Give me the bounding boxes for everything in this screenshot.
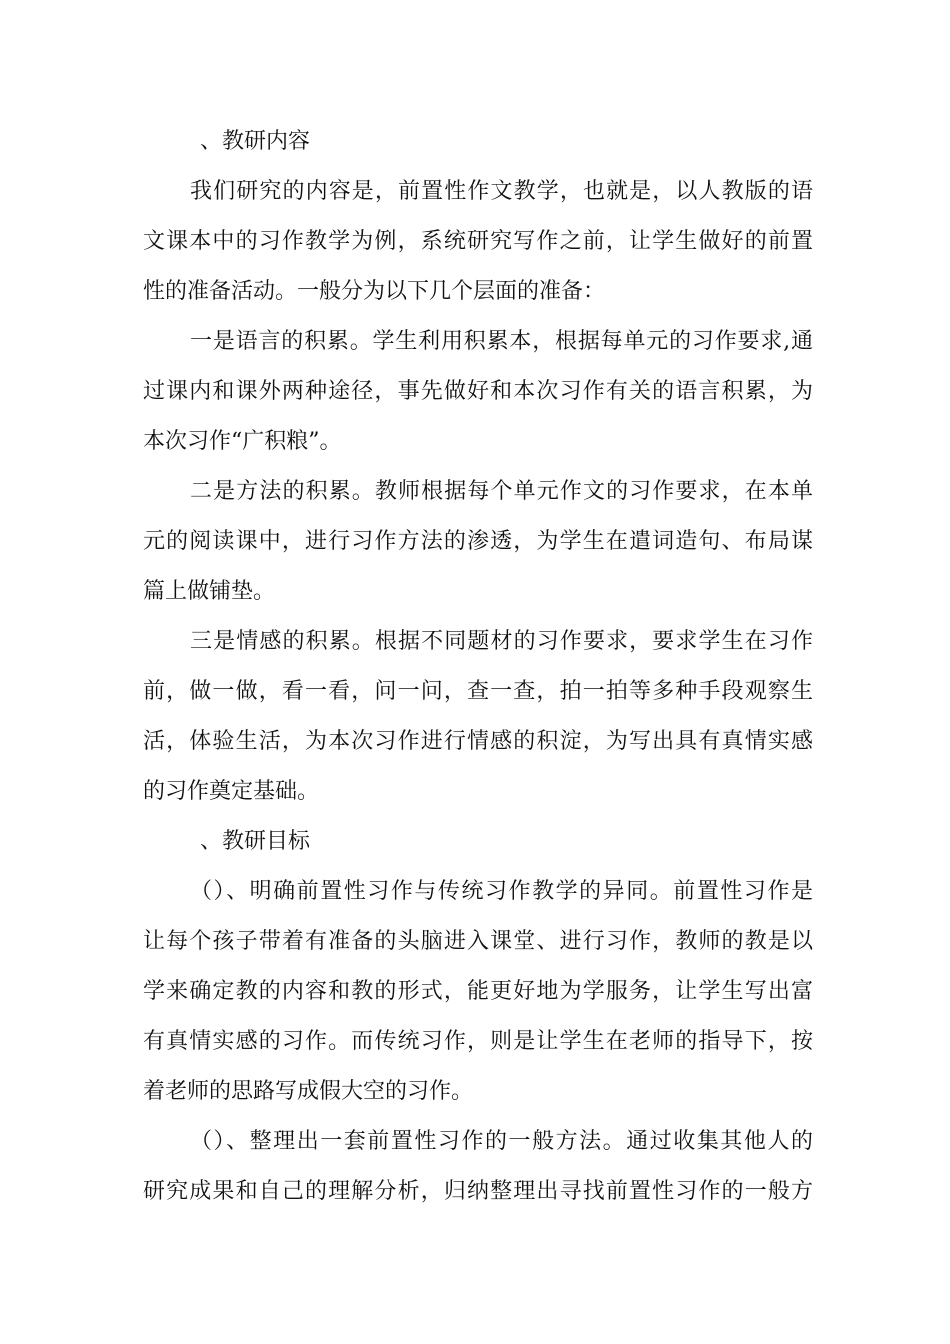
paragraph-line: （）、明确前置性习作与传统习作教学的异同。前置性习作是 bbox=[190, 879, 813, 904]
paragraph-line: 过课内和课外两种途径，事先做好和本次习作有关的语言积累，为 bbox=[143, 379, 813, 404]
paragraph-line: 元的阅读课中，进行习作方法的渗透，为学生在遣词造句、布局谋 bbox=[143, 529, 813, 554]
paragraph-line: 的习作奠定基础。 bbox=[143, 779, 320, 804]
paragraph-line: 三是情感的积累。根据不同题材的习作要求，要求学生在习作 bbox=[190, 629, 813, 654]
paragraph-line: 活，体验生活，为本次习作进行情感的积淀，为写出具有真情实感 bbox=[143, 729, 813, 754]
section-heading-research-content: 、教研内容 bbox=[200, 129, 311, 154]
paragraph-line: 有真情实感的习作。而传统习作，则是让学生在老师的指导下，按 bbox=[143, 1029, 813, 1054]
paragraph-line: 着老师的思路写成假大空的习作。 bbox=[143, 1079, 474, 1104]
paragraph-line: 文课本中的习作教学为例，系统研究写作之前，让学生做好的前置 bbox=[143, 229, 813, 254]
paragraph-line: 我们研究的内容是，前置性作文教学，也就是，以人教版的语 bbox=[190, 179, 813, 204]
paragraph-line: 让每个孩子带着有准备的头脑进入课堂、进行习作，教师的教是以 bbox=[143, 929, 813, 954]
paragraph-line: 二是方法的积累。教师根据每个单元作文的习作要求，在本单 bbox=[190, 479, 813, 504]
paragraph-line: 学来确定教的内容和教的形式，能更好地为学服务，让学生写出富 bbox=[143, 979, 813, 1004]
paragraph-line: 前，做一做，看一看，问一问，查一查，拍一拍等多种手段观察生 bbox=[143, 679, 813, 704]
paragraph-line: 篇上做铺垫。 bbox=[143, 579, 276, 604]
paragraph-line: 一是语言的积累。学生利用积累本，根据每单元的习作要求,通 bbox=[190, 329, 813, 354]
section-heading-research-goals: 、教研目标 bbox=[200, 829, 311, 854]
paragraph-line: （）、整理出一套前置性习作的一般方法。通过收集其他人的 bbox=[190, 1129, 813, 1154]
paragraph-line: 本次习作“广积粮”。 bbox=[143, 429, 342, 454]
paragraph-line: 研究成果和自己的理解分析，归纳整理出寻找前置性习作的一般方 bbox=[143, 1179, 813, 1204]
paragraph-line: 性的准备活动。一般分为以下几个层面的准备： bbox=[143, 279, 606, 304]
